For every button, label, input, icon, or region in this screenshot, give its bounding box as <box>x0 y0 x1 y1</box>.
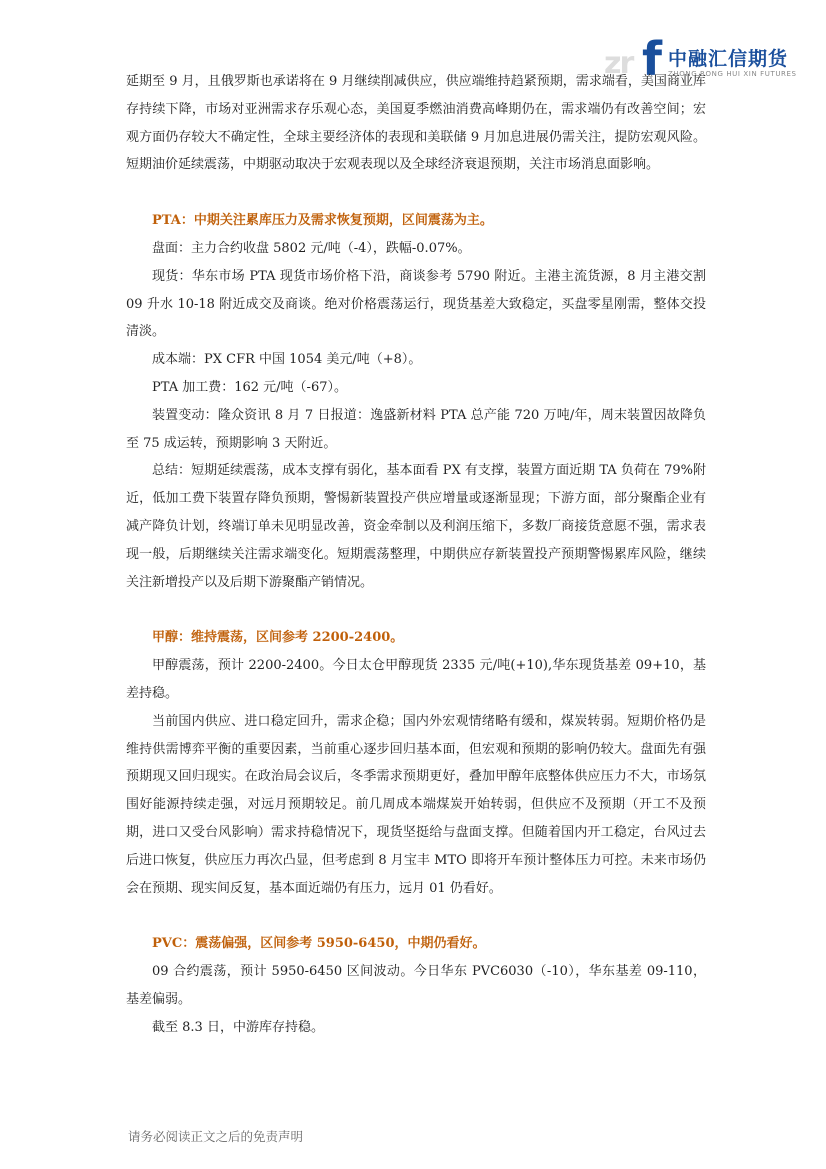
pta-spot: 现货：华东市场 PTA 现货市场价格下沿，商谈参考 5790 附近。主港主流货源，8 月主港交割 09 升水 10-18 附近成交及商谈。绝对价格震荡运行，现货基差大致稳定，买盘零星刚需，整体交投清淡。 <box>126 268 706 340</box>
disclaimer-footer: 请务必阅读正文之后的免责声明 <box>128 1129 304 1144</box>
report-body <box>126 68 706 1042</box>
intro-paragraph: 延期至 9 月，且俄罗斯也承诺将在 9 月继续削减供应，供应端维持趋紧预期，需求端看，美国商业库存持续下降，市场对亚洲需求存乐观心态，美国夏季燃油消费高峰期仍在，需求端仍有改善空间；宏观方面仍存较大不确定性，全球主要经济体的表现和美联储 9 月加息进展仍需关注，提防宏观风险。短期油价延续震荡，中期驱动取决于宏观表现以及全球经济衰退预期，关注市场消息面影响。 <box>126 74 706 173</box>
pta-cost: 成本端：PX CFR 中国 1054 美元/吨（+8）。 <box>152 352 422 368</box>
logo-name-cn: 中融汇信期货 <box>668 48 789 70</box>
logo-mark: zr <box>604 46 633 81</box>
pta-processing-fee: PTA 加工费：162 元/吨（-67）。 <box>152 379 347 395</box>
methanol-heading: 甲醇：维持震荡，区间参考 2200-2400。 <box>152 630 404 646</box>
pvc-forecast: 09 合约震荡，预计 5950-6450 区间波动。今日华东 PVC6030（-10），华东基差 09-110，基差偏弱。 <box>126 964 706 1007</box>
pta-plant-changes: 装置变动：隆众资讯 8 月 7 日报道：逸盛新材料 PTA 总产能 720 万吨/年，周末装置因故降负至 75 成运转，预期影响 3 天附近。 <box>126 407 706 451</box>
methanol-analysis: 当前国内供应、进口稳定回升，需求企稳；国内外宏观情绪略有缓和，煤炭转弱。短期价格仍是维持供需博弈平衡的重要因素，当前重心逐步回归基本面，但宏观和预期的影响仍较大。盘面先有强预期现又回归现实。在政治局会议后，冬季需求预期更好，叠加甲醇年底整体供应压力不大，市场氛围好能源持续走强，对远月预期较足。前几周成本端煤炭开始转弱，但供应不及预期（开工不及预期，进口又受台风影响）需求持稳情况下，现货坚挺给与盘面支撑。但随着国内开工稳定，台风过去后进口恢复，供应压力再次凸显，但考虑到 8 月宝丰 MTO 即将开车预计整体压力可控。未来市场仍会在预期、现实间反复，基本面近端仍有压力，远月 01 仍看好。 <box>126 713 706 896</box>
pta-heading: PTA：中期关注累库压力及需求恢复预期，区间震荡为主。 <box>152 213 493 229</box>
pvc-heading: PVC：震荡偏强，区间参考 5950-6450，中期仍看好。 <box>152 936 486 952</box>
methanol-forecast: 甲醇震荡，预计 2200-2400。今日太仓甲醇现货 2335 元/吨(+10),华东现货基差 09+10，基差持稳。 <box>126 658 706 701</box>
pta-summary: 总结：短期延续震荡，成本支撑有弱化，基本面看 PX 有支撑，装置方面近期 TA 负荷在 79%附近，低加工费下装置存降负预期，警惕新装置投产供应增量或逐渐显现；下游方面，部分聚酯企业有减产降负计划，终端订单未见明显改善，资金牵制以及利润压缩下，多数厂商接货意愿不强，需求表现一般，后期继续关注需求端变化。短期震荡整理，中期供应存新装置投产预期警惕累库风险，继续关注新增投产以及后期下游聚酯产销情况。 <box>126 463 706 590</box>
pta-market: 盘面：主力合约收盘 5802 元/吨（-4），跌幅-0.07%。 <box>152 240 471 256</box>
logo-letter: f <box>642 32 663 86</box>
pvc-inventory: 截至 8.3 日，中游库存持稳。 <box>152 1019 324 1035</box>
logo-name-en: ZHONG RONG HUI XIN FUTURES <box>668 70 797 78</box>
